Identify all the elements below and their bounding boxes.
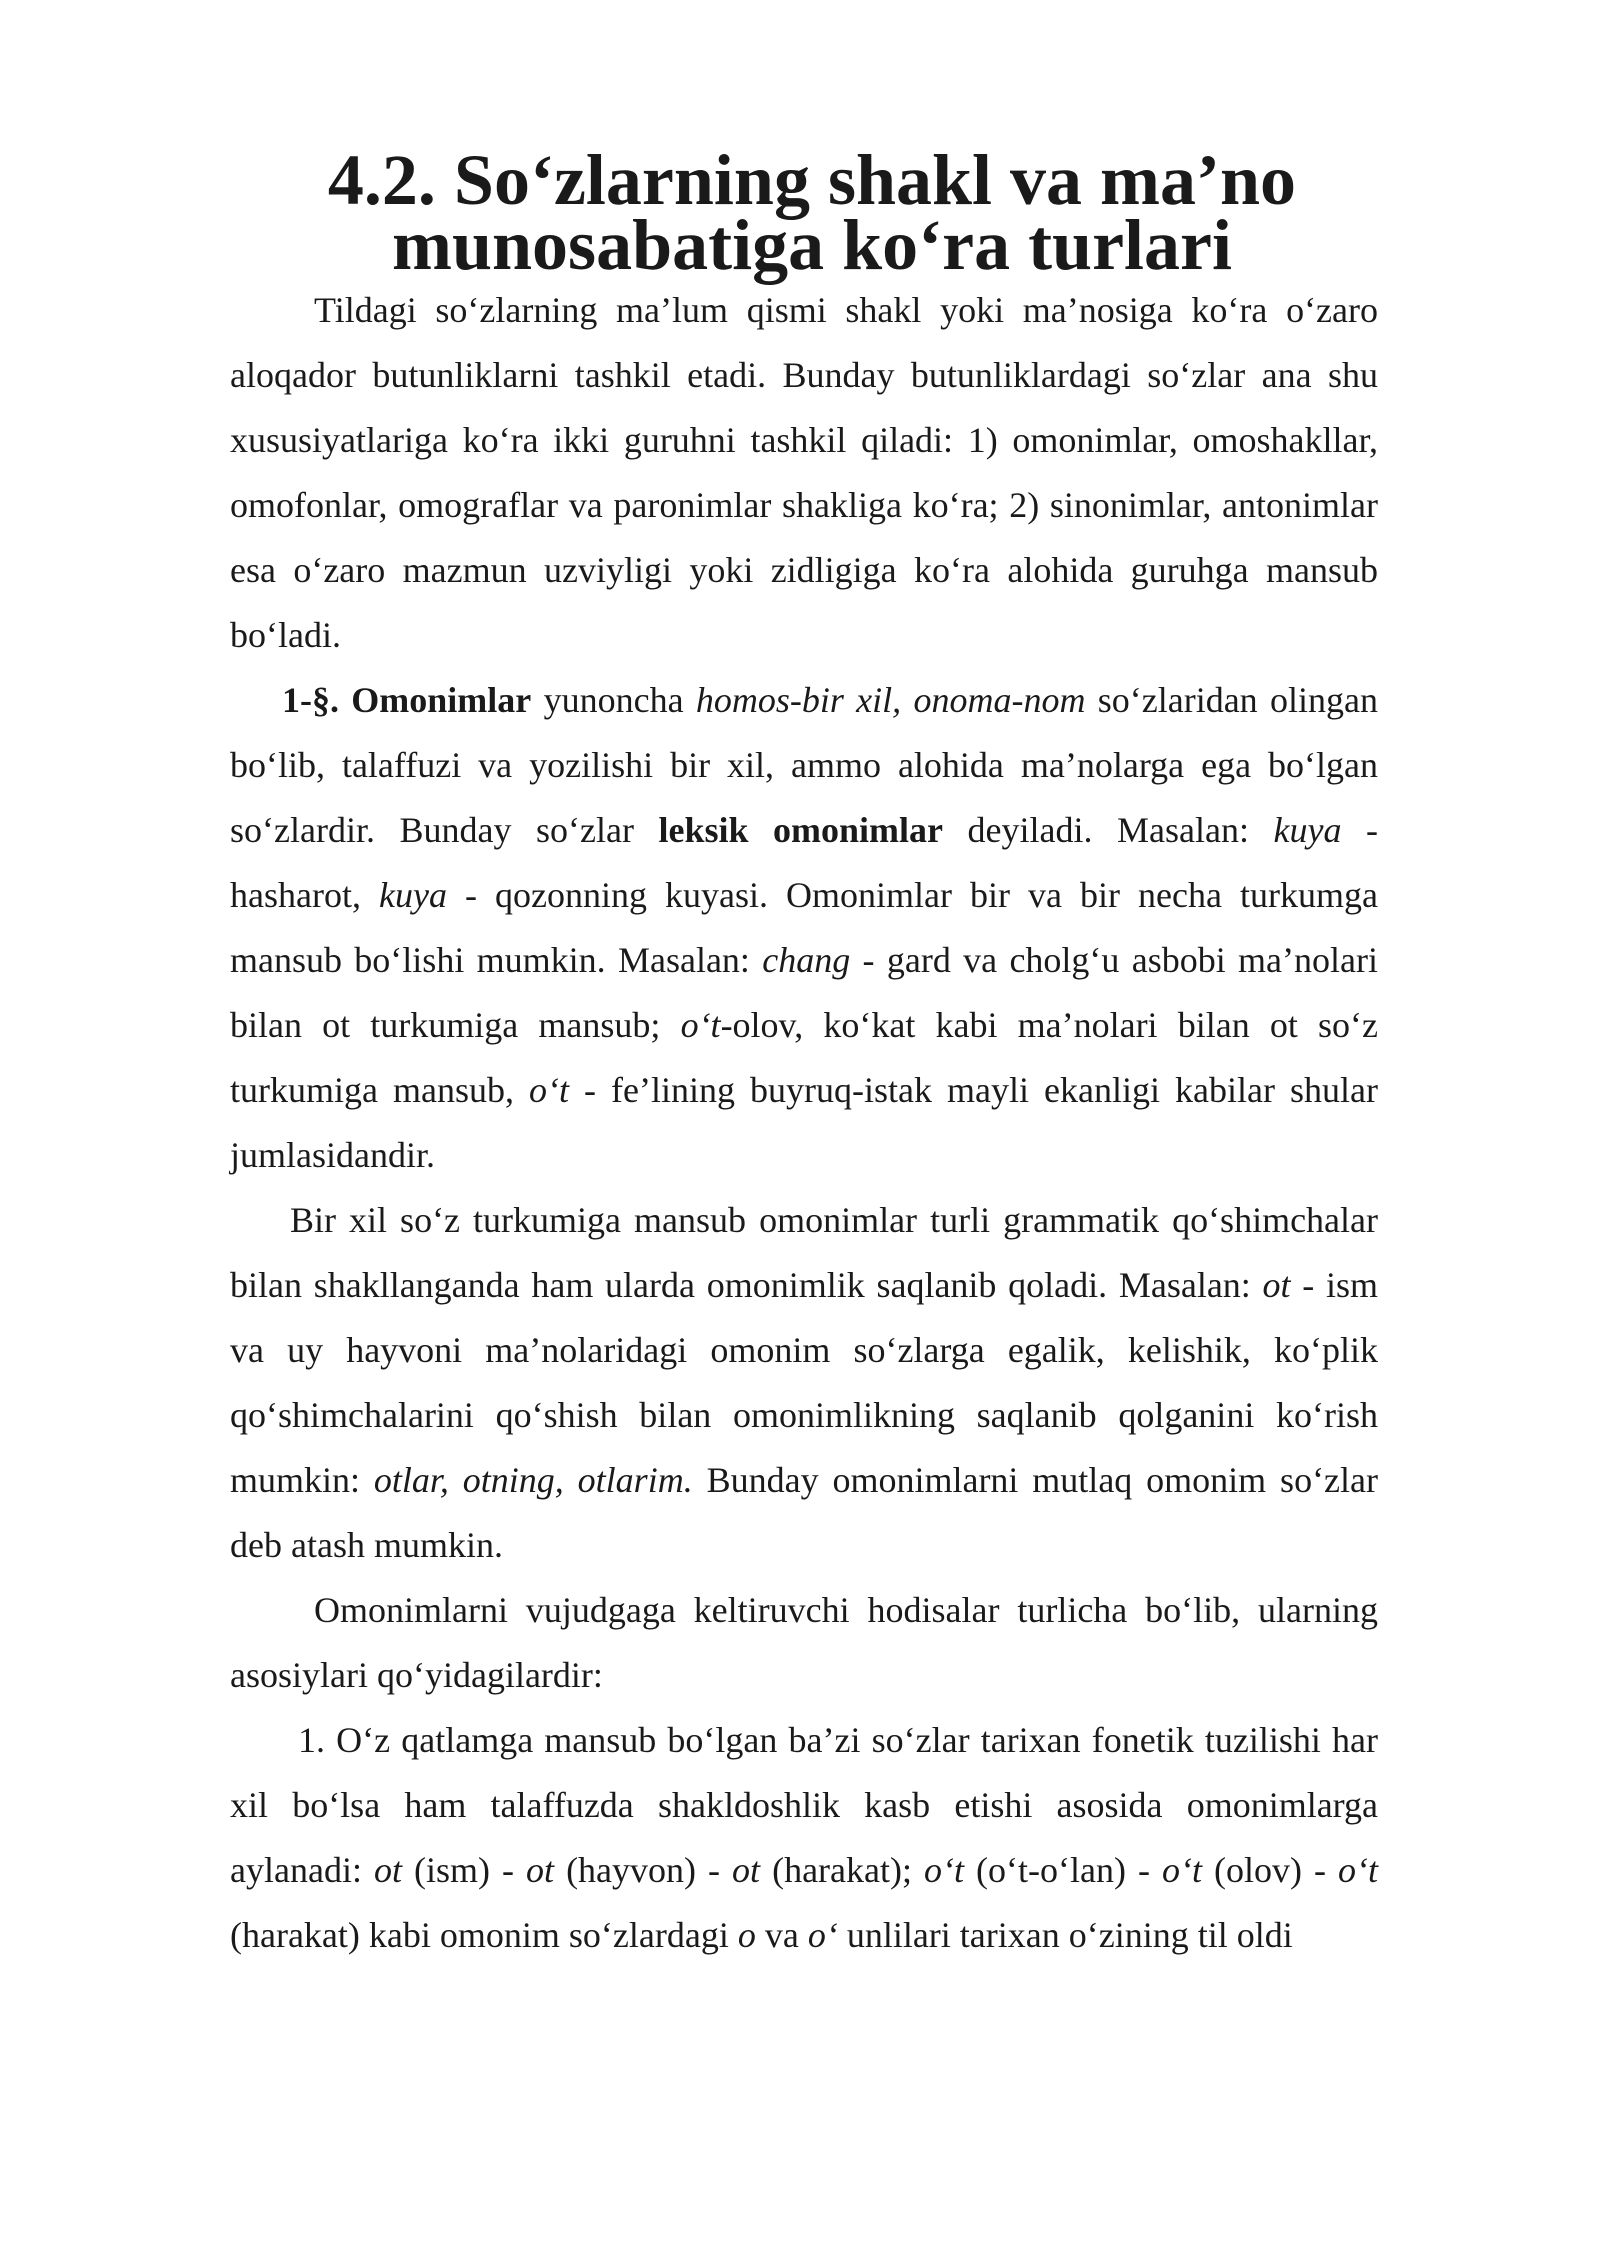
paragraph-causes: Omonimlarni vujudgaga keltiruvchi hodisalar turlicha bo‘lib, ularning asosiylari qo‘yidagilardir: [230,1590,1378,1695]
example-words: otlar, otning, otlarim. [373,1460,693,1500]
paragraph-omonimlar-definition: 1-§. Omonimlar yunoncha homos-bir xil, onoma-nom so‘zlaridan olingan bo‘lib, talaffuzi va yozilishi bir xil, ammo alohida ma’nolarga ega bo‘lgan so‘zlardir. Bunday so‘zlar leksik omonimlar deyiladi. Masalan: kuya - hasharot, kuya - qozonning kuyasi. Omonimlar bir va bir necha turkumga mansub bo‘lishi mumkin. Masalan: chang - gard va cholg‘u asbobi ma’nolari bilan ot turkumiga mansub; o‘t-olov, ko‘kat kabi ma’nolari bilan ot so‘z turkumiga mansub, o‘t - fe’lining buyruq-istak mayli ekanligi kabilar shular jumlasidandir. [230,680,1378,1175]
example-letter: o [737,1915,756,1955]
example-word: o‘t [1161,1850,1202,1890]
example-word: ot [373,1850,402,1890]
paragraph-intro: Tildagi so‘zlarning ma’lum qismi shakl yoki ma’nosiga ko‘ra o‘zaro aloqador butunliklarni tashkil etadi. Bunday butunliklardagi so‘zlar ana shu xususiyatlariga ko‘ra ikki guruhni tashkil qiladi: 1) omonimlar, omoshakllar, omofonlar, omograflar va paronimlar shakliga ko‘ra; 2) sinonimlar, antonimlar esa o‘zaro mazmun uzviyligi yoki zidligiga ko‘ra alohida guruhga mansub bo‘ladi. [230,290,1378,655]
example-word: kuya [1273,810,1342,850]
example-word: ot [526,1850,555,1890]
example-word: ot [1262,1265,1291,1305]
term-omonimlar: 1-§. Omonimlar [282,680,532,720]
example-word: o‘t [680,1005,721,1045]
example-word: o‘t [1338,1850,1379,1890]
example-word: chang [762,940,851,980]
term-leksik-omonimlar: leksik omonimlar [658,810,944,850]
example-letter: o‘ [807,1915,838,1955]
paragraph-item-1: 1. O‘z qatlamga mansub bo‘lgan ba’zi so‘zlar tarixan fonetik tuzilishi har xil bo‘lsa ham talaffuzda shakldoshlik kasb etishi asosida omonimlarga aylanadi: ot (ism) - ot (hayvon) - ot (harakat); o‘t (o‘t-o‘lan) - o‘t (olov) - o‘t (harakat) kabi omonim so‘zlardagi o va o‘ unlilari tarixan o‘zining til oldi [230,1720,1379,1955]
example-word: o‘t [529,1070,570,1110]
paragraph-grammatical-omonimlar: Bir xil so‘z turkumiga mansub omonimlar turli grammatik qo‘shimchalar bilan shakllanganda ham ularda omonimlik saqlanib qoladi. Masalan: ot - ism va uy hayvoni ma’nolaridagi omonim so‘zlarga egalik, kelishik, ko‘plik qo‘shimchalarini qo‘shish bilan omonimlikning saqlanib qolganini ko‘rish mumkin: otlar, otning, otlarim. Bunday omonimlarni mutlaq omonim so‘zlar deb atash mumkin. [230,1200,1378,1565]
etymology: homos-bir xil, onoma-nom [695,680,1086,720]
example-word: kuya [378,875,447,915]
example-word: o‘t [924,1850,965,1890]
section-heading: 4.2. So‘zlarning shakl va ma’no munosabatiga ko‘ra turlari [327,140,1297,285]
example-word: ot [732,1850,761,1890]
